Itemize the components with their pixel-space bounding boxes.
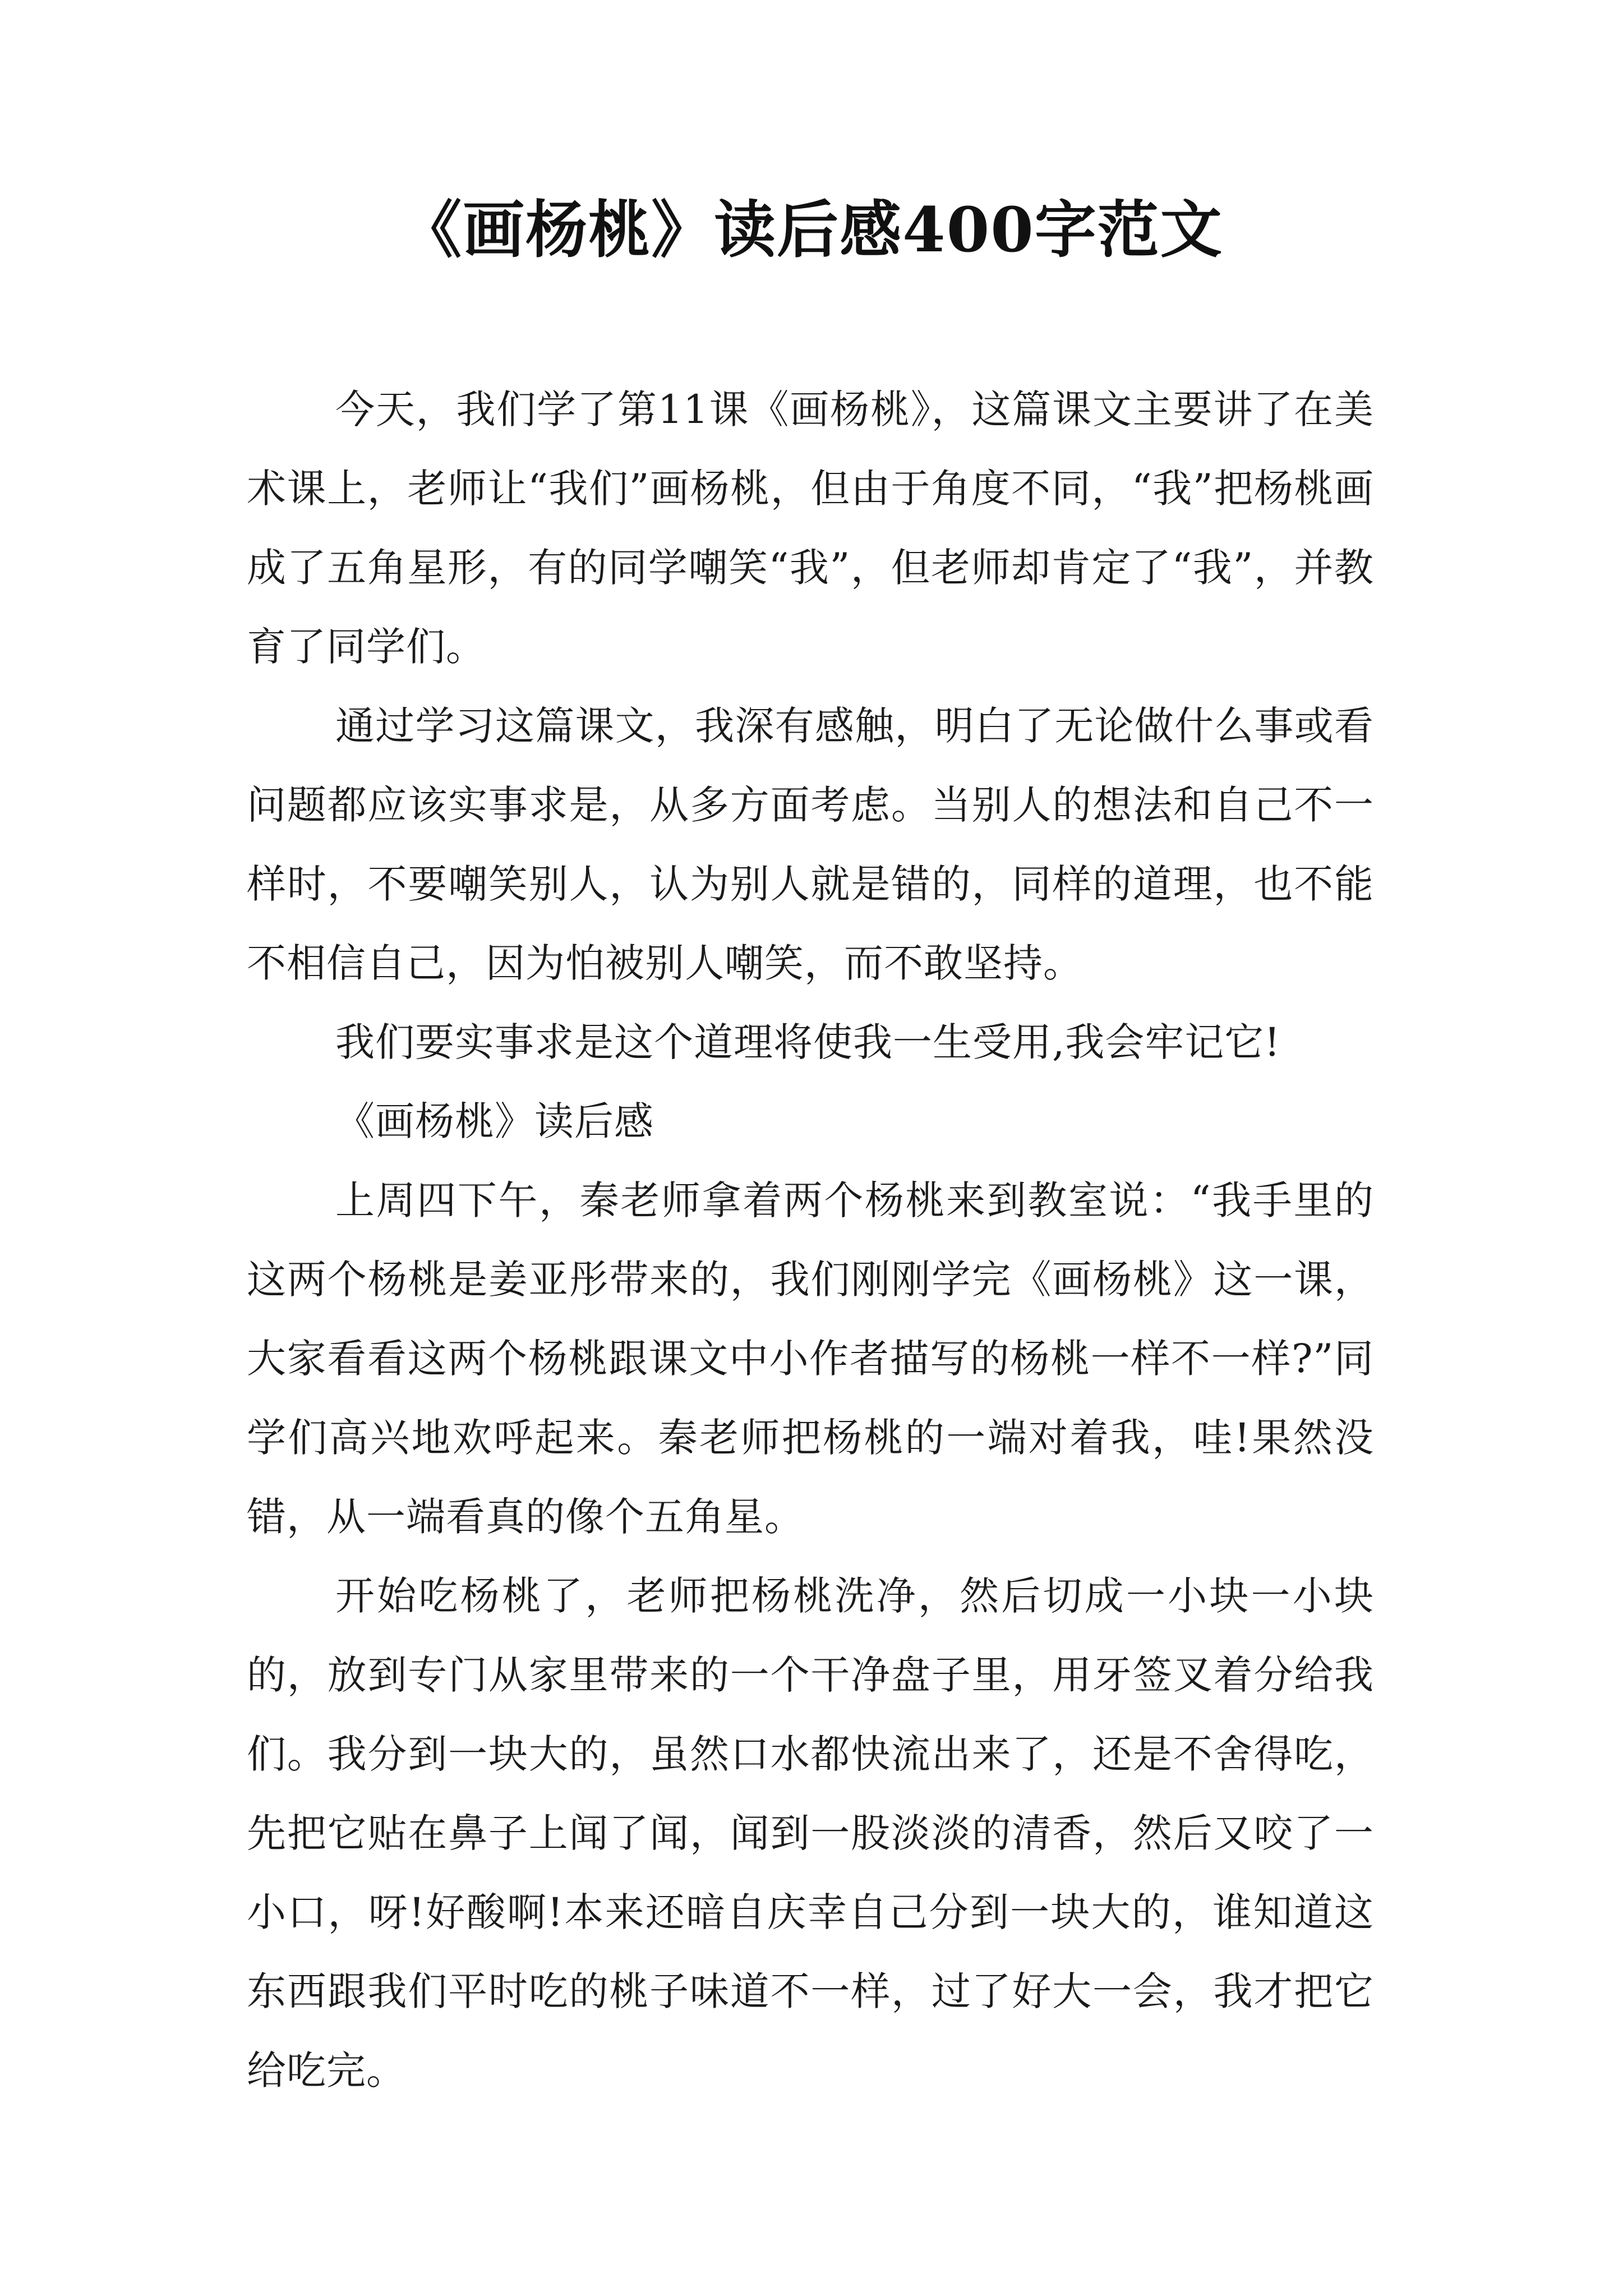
paragraph-5: 开始吃杨桃了，老师把杨桃洗净，然后切成一小块一小块的，放到专门从家里带来的一个干净盘子里，用牙签叉着分给我们。我分到一块大的，虽然口水都快流出来了，还是不舍得吃，先把它贴在鼻子上闻了闻，闻到一股淡淡的清香，然后又咬了一小口，呀!好酸啊!本来还暗自庆幸自己分到一块大的，谁知道这东西跟我们平时吃的桃子味道不一样，过了好大一会，我才把它给吃完。 [247, 1573, 1374, 2093]
document-body [247, 370, 1374, 2110]
paragraph-2: 通过学习这篇课文，我深有感触，明白了无论做什么事或看问题都应该实事求是，从多方面考虑。当别人的想法和自己不一样时，不要嘲笑别人，认为别人就是错的，同样的道理，也不能不相信自己，因为怕被别人嘲笑，而不敢坚持。 [247, 703, 1374, 986]
document-title: 《画杨桃》读后感400字范文 [400, 194, 1223, 266]
paragraph-1: 今天，我们学了第11课《画杨桃》，这篇课文主要讲了在美术课上，老师让“我们”画杨桃，但由于角度不同，“我”把杨桃画成了五角星形，有的同学嘲笑“我”，但老师却肯定了“我”，并教育了同学们。 [247, 386, 1374, 670]
paragraph-4: 上周四下午，秦老师拿着两个杨桃来到教室说：“我手里的这两个杨桃是姜亚彤带来的，我们刚刚学完《画杨桃》这一课，大家看看这两个杨桃跟课文中小作者描写的杨桃一样不一样?”同学们高兴地欢呼起来。秦老师把杨桃的一端对着我，哇!果然没错，从一端看真的像个五角星。 [247, 1177, 1374, 1540]
paragraph-3: 我们要实事求是这个道理将使我一生受用,我会牢记它! [335, 1019, 1281, 1065]
section-heading: 《画杨桃》读后感 [335, 1098, 654, 1144]
